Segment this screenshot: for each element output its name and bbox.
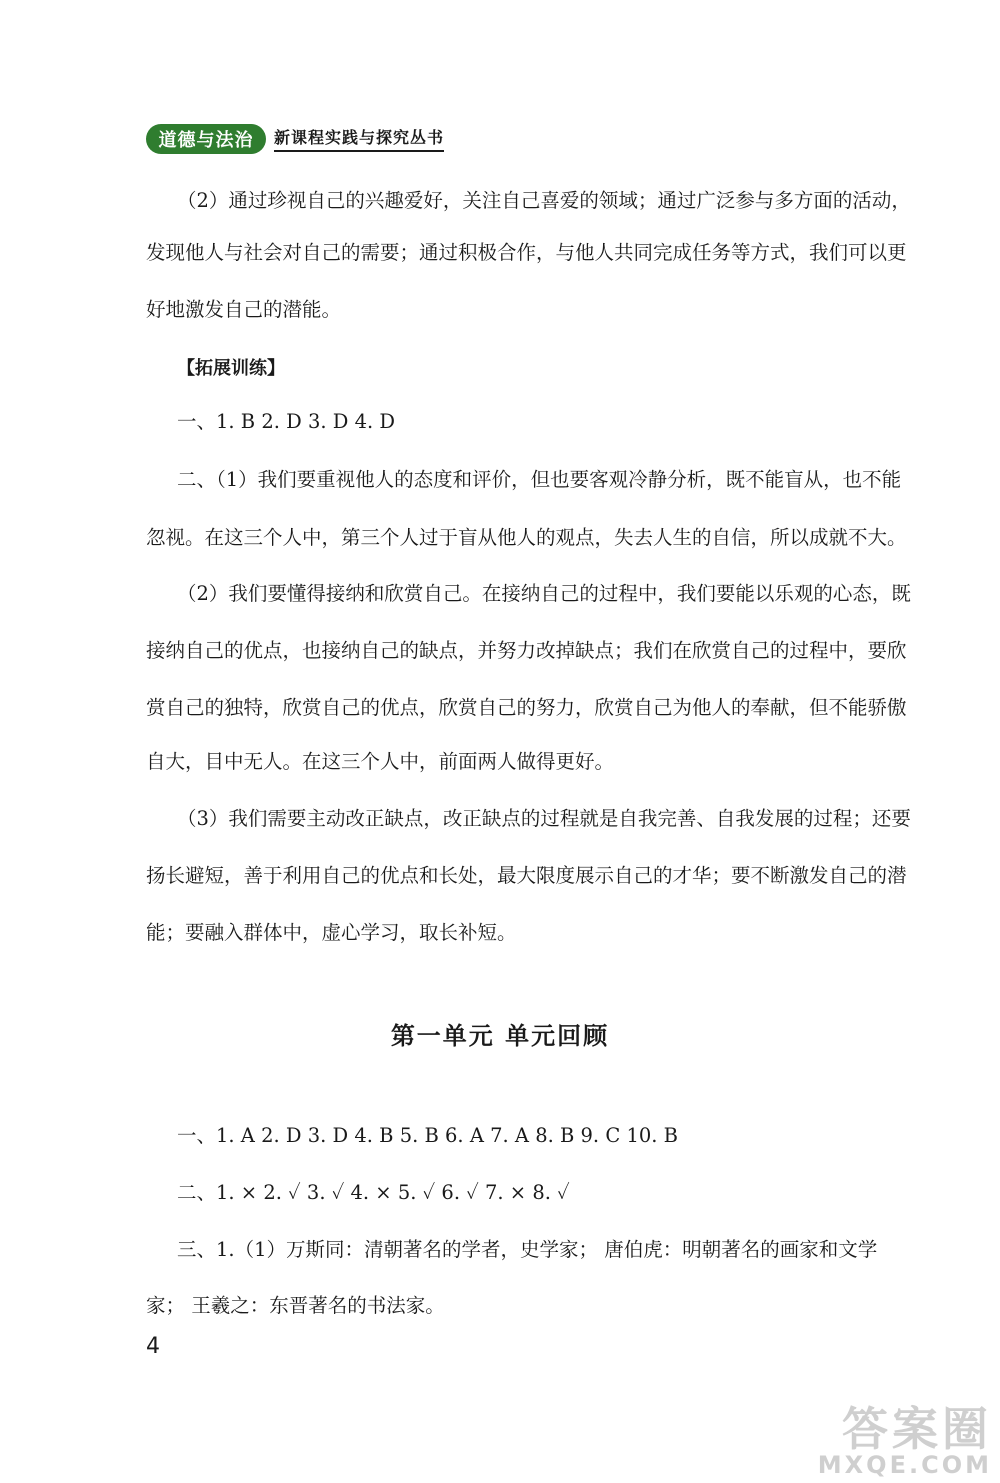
paragraph-line: （3）我们需要主动改正缺点，改正缺点的过程就是自我完善、自我发展的过程；还要 bbox=[177, 807, 911, 830]
watermark-url: MXQE.COM bbox=[817, 1451, 992, 1479]
paragraph-line: 赏自己的独特，欣赏自己的优点，欣赏自己的努力，欣赏自己为他人的奉献，但不能骄傲 bbox=[146, 696, 907, 719]
paragraph-line: 二、（1）我们要重视他人的态度和评价，但也要客观冷静分析，既不能盲从，也不能 bbox=[177, 468, 902, 491]
paragraph-line: 接纳自己的优点，也接纳自己的缺点，并努力改掉缺点；我们在欣赏自己的过程中，要欣 bbox=[146, 639, 907, 662]
book-header bbox=[146, 122, 444, 156]
paragraph-line: （2）通过珍视自己的兴趣爱好，关注自己喜爱的领域；通过广泛参与多方面的活动， bbox=[177, 189, 911, 212]
paragraph-line: 忽视。在这三个人中，第三个人过于盲从他人的观点，失去人生的自信，所以成就不大。 bbox=[146, 526, 907, 549]
section-title: 第一单元 单元回顾 bbox=[390, 1022, 610, 1050]
paragraph-line: 好地激发自己的潜能。 bbox=[146, 298, 342, 321]
paragraph-line: 发现他人与社会对自己的需要；通过积极合作，与他人共同完成任务等方式，我们可以更 bbox=[146, 241, 907, 264]
paragraph-line: （2）我们要懂得接纳和欣赏自己。在接纳自己的过程中，我们要能以乐观的心态，既 bbox=[177, 582, 911, 605]
section-tag: 【拓展训练】 bbox=[177, 358, 285, 379]
answer-line: 一、1. B 2. D 3. D 4. D bbox=[177, 410, 396, 433]
watermark-logo bbox=[792, 1404, 992, 1478]
subject-badge: 道德与法治 bbox=[146, 124, 266, 154]
watermark-text: 答案圈 bbox=[842, 1402, 992, 1456]
paragraph-line: 自大，目中无人。在这三个人中，前面两人做得更好。 bbox=[146, 750, 615, 773]
paragraph-line: 能；要融入群体中，虚心学习，取长补短。 bbox=[146, 921, 517, 944]
paragraph-line: 扬长避短，善于利用自己的优点和长处，最大限度展示自己的才华；要不断激发自己的潜 bbox=[146, 864, 907, 887]
series-title: 新课程实践与探究丛书 bbox=[274, 127, 444, 152]
paragraph-line: 家； 王羲之：东晋著名的书法家。 bbox=[146, 1294, 445, 1317]
answer-line: 一、1. A 2. D 3. D 4. B 5. B 6. A 7. A 8. B 9. C 10. B bbox=[177, 1124, 678, 1147]
page-number: 4 bbox=[146, 1334, 160, 1359]
paragraph-line: 三、1.（1）万斯同：清朝著名的学者，史学家； 唐伯虎：明朝著名的画家和文学 bbox=[177, 1238, 878, 1261]
answer-line: 二、1. × 2. ✓ 3. ✓ 4. × 5. ✓ 6. ✓ 7. × 8. ✓ bbox=[177, 1181, 570, 1204]
